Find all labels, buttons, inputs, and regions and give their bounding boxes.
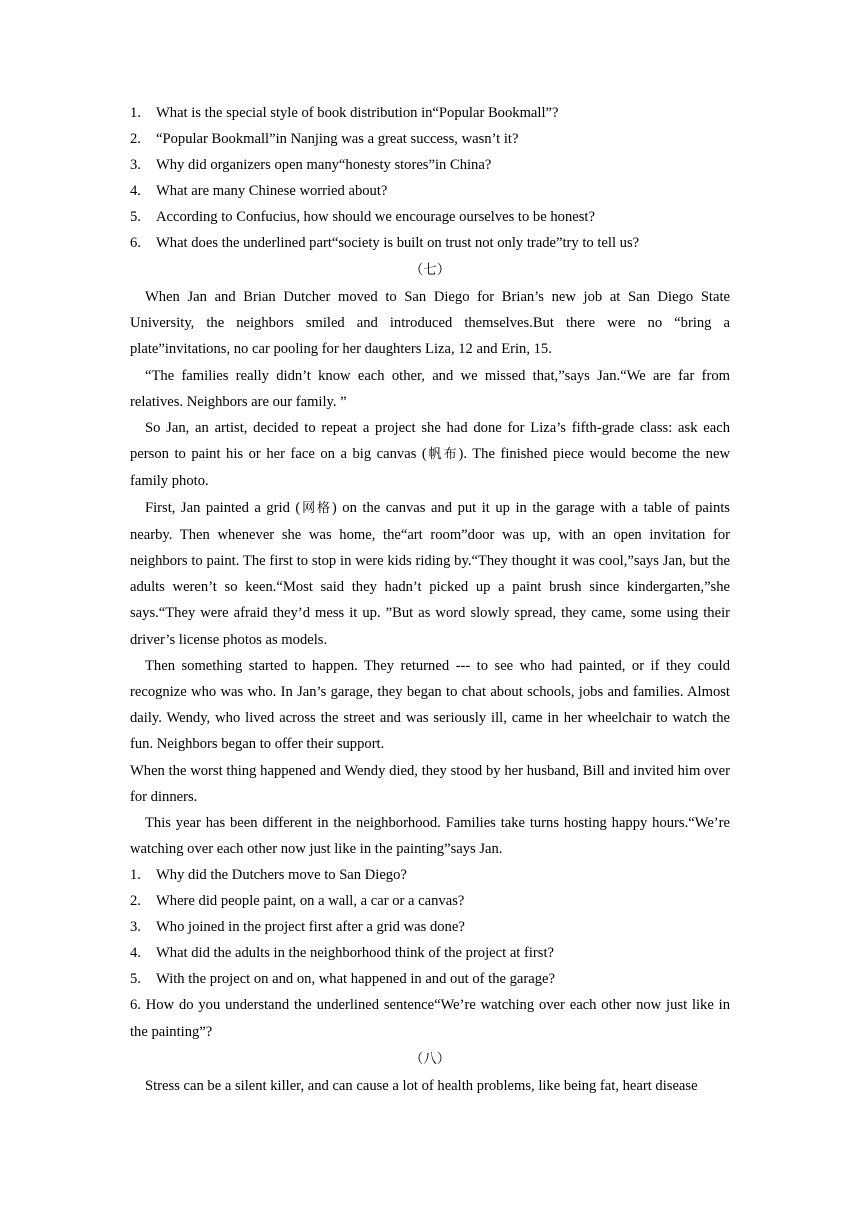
paragraph-text: So Jan, an artist, decided to repeat a project she had done for Liza’s fifth-grade class: ask each person to paint his or her face on a big canvas ( [130,420,730,463]
list-item [130,914,730,940]
question-number: 4. [130,945,141,962]
paragraph: When the worst thing happened and Wendy died, they stood by her husband, Bill and invited him over for dinners. [130,762,730,805]
question-number: 5. [130,971,141,988]
chinese-gloss: 帆布 [426,447,459,463]
list-item [130,126,730,152]
paragraph: Then something started to happen. They returned --- to see who had painted, or if they could recognize who was who. In Jan’s garage, they began to chat about schools, jobs and families. Almost daily. Wendy, who lived across the street and was seriously ill, came in her wheelchair to watch the fun. Neighbors began to offer their support. [130,657,730,753]
list-item [130,888,730,914]
question-text: What did the adults in the neighborhood think of the project at first? [156,945,554,962]
paragraph: This year has been different in the neighborhood. Families take turns hosting happy hours.“We’re watching over each other now just like in the painting”says Jan. [130,815,730,858]
question-text: According to Confucius, how should we encourage ourselves to be honest? [156,209,595,225]
list-item: 6. How do you understand the underlined sentence“We’re watching over each other now just like in the painting”? [130,997,730,1040]
section6-questions [130,100,730,256]
section7-questions [130,862,730,1044]
question-text: What are many Chinese worried about? [156,183,388,199]
question-text: Why did organizers open many“honesty stores”in China? [156,157,492,173]
question-number: 5. [130,209,141,225]
list-item [130,862,730,888]
question-number: 3. [130,157,141,173]
list-item [130,178,730,204]
question-number: 6. [130,235,141,251]
list-item [130,966,730,992]
question-number: 3. [130,919,141,936]
question-number: 2. [130,893,141,910]
question-text: Where did people paint, on a wall, a car or a canvas? [156,893,465,910]
list-item [130,230,730,256]
question-text: What does the underlined part“society is built on trust not only trade”try to tell us? [156,235,640,251]
question-number: 1. [130,105,141,121]
list-item [130,100,730,126]
question-text: “Popular Bookmall”in Nanjing was a great success, wasn’t it? [156,131,519,147]
question-number: 4. [130,183,141,199]
list-item [130,940,730,966]
question-text: What is the special style of book distribution in“Popular Bookmall”? [156,105,559,121]
paragraph-text: ) on the canvas and put it up in the garage with a table of paints nearby. Then whenever she was home, the“art room”door was up, with an open invitation for neighbors to paint. The first to stop in were kids riding by.“They thought it was cool,”says Jan, but the adults weren’t so keen.“Most said they hadn’t picked up a paint brush since kindergarten,”she says.“They were afraid they’d mess it up. ”But as word slowly spread, they came, some using their driver’s license photos as models. [130,499,730,648]
document-page [130,100,730,1099]
paragraph: When Jan and Brian Dutcher moved to San Diego for Brian’s new job at San Diego State University, the neighbors smiled and introduced themselves.But there were no “bring a plate”invitations, no car pooling for her daughters Liza, 12 and Erin, 15. [130,289,730,358]
paragraph: “The families really didn’t know each other, and we missed that,”says Jan.“We are far from relatives. Neighbors are our family. ” [130,367,730,410]
question-text: Who joined in the project first after a grid was done? [156,919,465,936]
paragraph-text: ). The finished piece would become the new family photo. [130,446,730,490]
section-title-8: （八） [409,1050,451,1067]
paragraph: Stress can be a silent killer, and can cause a lot of health problems, like being fat, heart disease [145,1077,698,1094]
question-number: 1. [130,867,141,884]
question-number: 2. [130,131,141,147]
paragraph [130,495,730,653]
chinese-gloss: 网格 [300,500,332,516]
section-title-7: （七） [409,262,451,278]
question-text: With the project on and on, what happened in and out of the garage? [156,971,555,988]
list-item [130,152,730,178]
paragraph [130,415,730,495]
paragraph-text: First, Jan painted a grid ( [145,499,301,516]
list-item [130,204,730,230]
question-text: Why did the Dutchers move to San Diego? [156,867,407,884]
